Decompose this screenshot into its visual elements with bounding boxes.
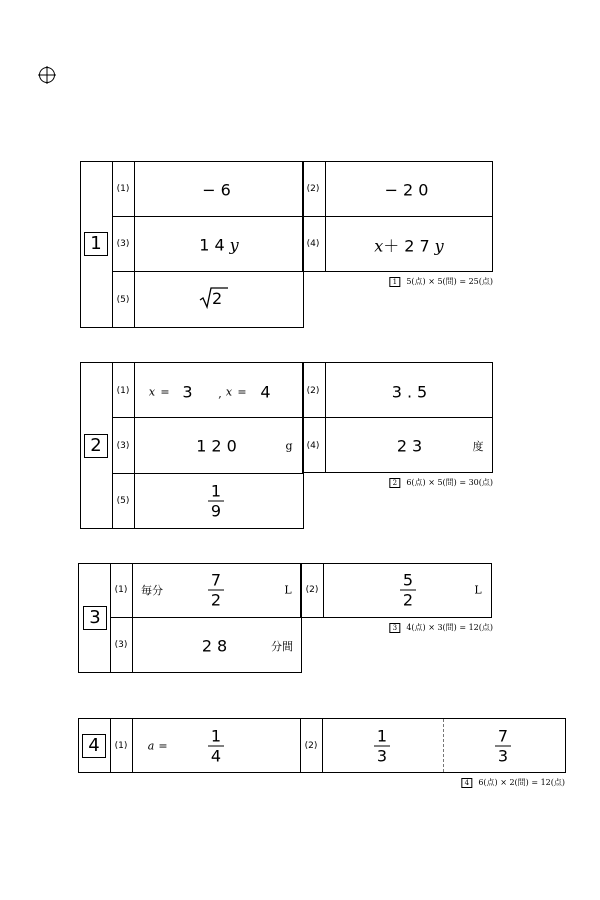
score-note-2: 2 6(点) × 5(問) = 30(点) [389,477,493,488]
score-note-4: 4 6(点) × 2(問) = 12(点) [461,777,565,788]
answer-2-3: 120 [196,436,242,456]
question-number-4: 4 [82,734,106,758]
answer-2-4-unit: 度 [472,440,484,453]
question-number-2: 2 [84,434,108,458]
answer-1-1: −6 [202,180,236,200]
answer-2-5: 1 9 [208,483,224,520]
answer-2-1-var-a: x [148,385,156,399]
question-number-3: 3 [83,606,107,630]
answer-1-2: −20 [384,180,434,200]
score-note-3: 3 4(点) × 3(問) = 12(点) [389,622,493,633]
answer-3-1-prefix: 毎分 [141,584,163,597]
answer-4-1-eq: = [158,739,168,753]
answer-2-1-val-a: 3 [182,382,198,402]
registration-mark-icon [38,66,56,84]
answer-2-1-var-b: x [225,385,233,399]
answer-4-2-a: 1 3 [374,728,390,765]
sub-label: (2) [305,585,319,595]
answer-4-1-var: a [147,739,155,753]
sub-label: (5) [116,496,130,506]
sub-label: (3) [116,441,130,451]
answer-2-1-eq-a: = [160,385,170,399]
score-note-1: 1 5(点) × 5(問) = 25(点) [389,276,493,287]
answer-2-1-sep: , [218,387,222,401]
question-number-1: 1 [84,232,108,256]
answer-1-3: 14y [199,235,239,255]
answer-2-1-val-b: 4 [260,382,276,402]
sub-label: (1) [116,184,130,194]
sub-label: (2) [306,386,320,396]
answer-3-3: 28 [201,636,233,656]
sub-label: (3) [116,239,130,249]
sub-label: (3) [114,640,128,650]
sub-label: (1) [116,386,130,396]
answer-2-2: 3.5 [391,382,433,402]
answer-3-2-unit: L [474,583,482,597]
sub-label: (1) [114,741,128,751]
answer-2-4: 23 [396,436,428,456]
sub-label: (1) [114,585,128,595]
sub-label: (2) [306,184,320,194]
sub-label: (4) [306,239,320,249]
answer-3-2: 5 2 [400,572,416,609]
answer-4-1: 1 4 [208,728,224,765]
answer-2-3-unit: g [285,439,293,453]
answer-1-5: 2 [199,286,229,310]
sub-label: (5) [116,295,130,305]
answer-3-1-unit: L [284,583,292,597]
answer-4-2-b: 7 3 [495,728,511,765]
answer-2-1-eq-b: = [237,385,247,399]
answer-1-4: x＋27y [374,236,444,256]
answer-3-3-unit: 分間 [271,640,293,653]
sub-label: (4) [306,441,320,451]
answer-3-1: 7 2 [208,572,224,609]
sub-label: (2) [304,741,318,751]
